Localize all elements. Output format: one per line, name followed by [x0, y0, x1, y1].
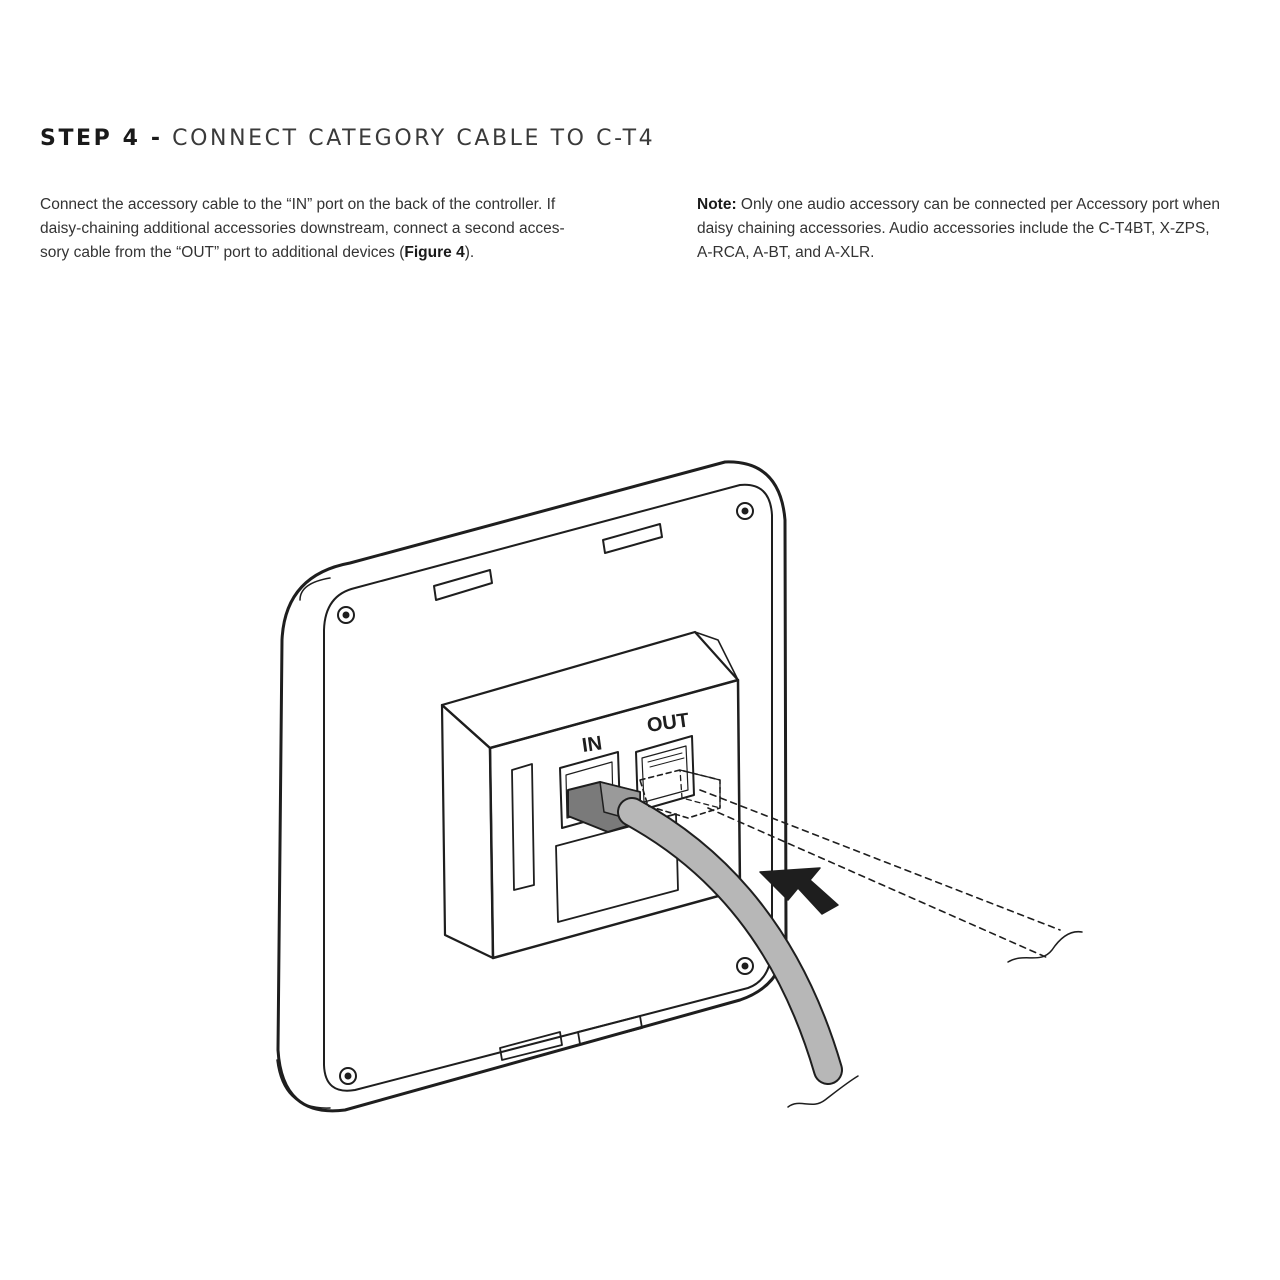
note-text: Only one audio accessory can be connected per Accessory port when: [736, 196, 1220, 213]
port-out-label: OUT: [645, 709, 691, 737]
top-tab: [434, 570, 492, 600]
screw: [343, 612, 349, 618]
screw: [742, 963, 748, 969]
note-label: Note:: [697, 196, 737, 213]
step-title: CONNECT CATEGORY CABLE TO C-T4: [172, 126, 656, 151]
wall-plate-inner: [324, 485, 772, 1091]
instructions-text: sory cable from the “OUT” port to additional devices (: [40, 244, 405, 261]
in-cable: [632, 812, 828, 1070]
bottom-tab: [500, 1032, 562, 1060]
port-in-label: IN: [580, 732, 604, 757]
module-left-face: [442, 705, 493, 958]
module-slot: [512, 764, 534, 890]
out-connector-dashed-body: [680, 770, 720, 808]
in-cable-fill: [632, 812, 828, 1070]
screw: [742, 508, 748, 514]
instructions-line: daisy-chaining additional accessories downstream, connect a second acces-: [40, 220, 565, 237]
figure-reference: Figure 4: [404, 244, 465, 261]
step-number: STEP 4 -: [40, 126, 163, 151]
top-tab: [603, 524, 662, 553]
instructions-text: ).: [464, 244, 475, 261]
note-line: A-RCA, A-BT, and A-XLR.: [697, 244, 875, 261]
note-line: daisy chaining accessories. Audio accessories include the C-T4BT, X-ZPS,: [697, 220, 1210, 237]
screw: [345, 1073, 351, 1079]
wall-plate-edge: [277, 578, 330, 1108]
instructions-line: Connect the accessory cable to the “IN” port on the back of the controller. If: [40, 196, 556, 213]
out-port: [636, 736, 694, 811]
bottom-tab: [578, 1016, 642, 1044]
module-top-face: [442, 632, 738, 748]
